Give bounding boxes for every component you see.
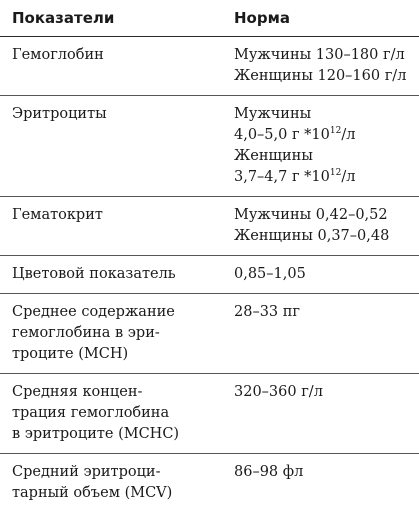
norm-text: Женщины — [234, 147, 313, 164]
indicator-text: Эритроциты — [12, 105, 107, 122]
norm-value: 4,0–5,0 г *10 — [234, 126, 330, 143]
norm-cell — [222, 255, 419, 293]
table-row — [0, 453, 419, 512]
indicator-cell — [0, 36, 222, 95]
norm-text: 0,85–1,05 — [234, 265, 306, 282]
header-indicator: Показатели — [12, 8, 115, 27]
norm-text — [234, 167, 419, 188]
indicator-text: в эритроците (MCHC) — [12, 425, 180, 442]
indicator-text: тарный объем (MCV) — [12, 484, 173, 501]
norm-value: 3,7–4,7 г *10 — [234, 168, 330, 185]
norm-cell — [222, 196, 419, 255]
indicator-text: Среднее содержание — [12, 303, 175, 320]
norm-text: 86–98 фл — [234, 463, 304, 480]
indicator-cell — [0, 196, 222, 255]
indicator-cell — [0, 293, 222, 373]
norm-unit: /л — [341, 126, 356, 143]
norm-cell — [222, 453, 419, 512]
indicator-cell — [0, 453, 222, 512]
table-row — [0, 293, 419, 373]
norm-text: Женщины 120–160 г/л — [234, 67, 407, 84]
table-row — [0, 36, 419, 95]
indicator-text: гемоглобина в эри- — [12, 324, 160, 341]
table-row — [0, 373, 419, 453]
norm-text: 28–33 пг — [234, 303, 301, 320]
header-norm: Норма — [234, 8, 290, 27]
norm-unit: /л — [341, 168, 356, 185]
norm-cell — [222, 373, 419, 453]
indicator-text: Цветовой показатель — [12, 265, 176, 282]
indicator-text: трация гемоглобина — [12, 404, 170, 421]
norm-text: Мужчины 0,42–0,52 — [234, 206, 388, 223]
indicator-text: Средняя концен- — [12, 383, 143, 400]
table-row — [0, 95, 419, 196]
indicator-cell — [0, 373, 222, 453]
norm-text: Мужчины — [234, 105, 312, 122]
norm-cell — [222, 293, 419, 373]
indicator-cell — [0, 255, 222, 293]
norm-exponent: 12 — [329, 167, 342, 178]
table-row — [0, 196, 419, 255]
indicator-text: Средний эритроци- — [12, 463, 161, 480]
indicator-text: троците (MCH) — [12, 345, 129, 362]
norm-cell — [222, 95, 419, 196]
norm-cell — [222, 36, 419, 95]
indicator-cell — [0, 95, 222, 196]
indicator-text: Гематокрит — [12, 206, 103, 223]
table-row — [0, 255, 419, 293]
norm-text: Мужчины 130–180 г/л — [234, 46, 405, 63]
indicator-text: Гемоглобин — [12, 46, 104, 63]
norm-text: 320–360 г/л — [234, 383, 323, 400]
norm-text: Женщины 0,37–0,48 — [234, 227, 390, 244]
norm-text — [234, 125, 419, 146]
table-header-row — [0, 0, 419, 36]
norm-exponent: 12 — [329, 125, 342, 136]
